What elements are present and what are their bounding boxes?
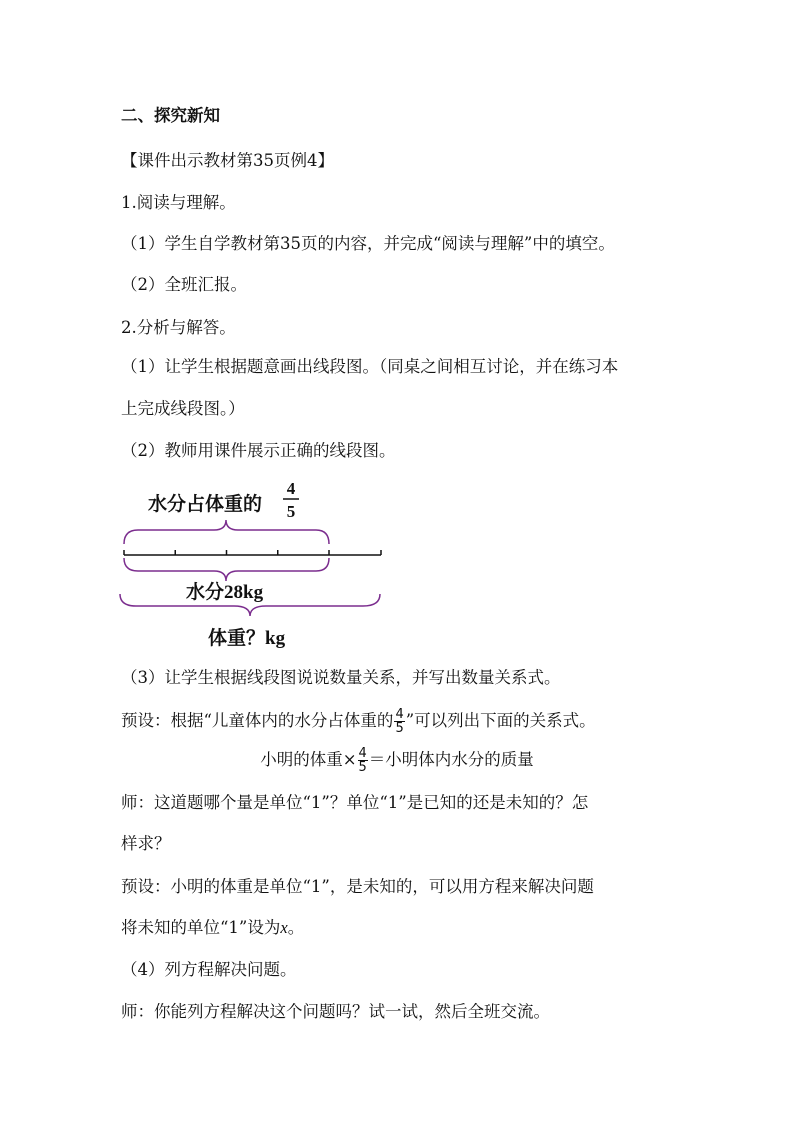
middle-label: 水分28kg [186,582,264,603]
preset1-fraction [394,708,404,735]
step2-item2: （2）教师用课件展示正确的线段图。 [121,441,396,460]
step4-teacher-question: 师：你能列方程解决这个问题吗？试一试，然后全班交流。 [121,1002,550,1021]
preset1-suffix: ”可以列出下面的关系式。 [405,711,596,730]
step3-item3: （3）让学生根据线段图说说数量关系，并写出数量关系式。 [121,668,561,687]
step4-item4: （4）列方程解决问题。 [121,960,297,979]
teacher-question-line1: 师：这道题哪个量是单位“1”？单位“1”是已知的还是未知的？怎 [121,793,589,812]
formula-fraction [358,747,368,774]
formula-left: 小明的体重× [260,750,357,769]
line-segment-diagram [110,472,400,652]
bottom-label: 体重？kg [208,628,286,649]
preset2-line1: 预设：小明的体重是单位“1”，是未知的，可以用方程来解决问题 [121,877,594,896]
teacher-question-line2: 样求？ [121,834,171,853]
top-label: 水分占体重的 [148,494,263,515]
formula-right: ＝小明体内水分的质量 [368,750,534,769]
preset2-line2 [121,918,304,938]
step2-item1-line1: （1）让学生根据题意画出线段图。（同桌之间相互讨论，并在练习本 [121,357,619,376]
preset1-frac-den: 5 [395,721,404,736]
middle-brace [124,558,329,581]
step1-title: 1.阅读与理解。 [121,193,236,212]
preset2-prefix: 将未知的单位“1”设为 [121,918,281,937]
courseware-note: 【课件出示教材第35页例4】 [121,151,334,170]
top-frac-num: 4 [286,479,296,498]
preset2-variable: x [280,918,288,937]
preset1-prefix: 预设：根据“儿童体内的水分占体重的 [121,711,394,730]
formula-frac-num: 4 [358,746,367,761]
formula-frac-den: 5 [358,760,367,775]
top-frac-den: 5 [286,502,296,521]
step2-item1-line2: 上完成线段图。） [121,399,245,418]
preset1-frac-num: 4 [395,707,404,722]
step1-item1: （1）学生自学教材第35页的内容，并完成“阅读与理解”中的填空。 [121,234,615,253]
preset1-line [121,708,596,735]
step1-item2: （2）全班汇报。 [121,275,247,294]
formula-line [121,746,673,774]
step2-title: 2.分析与解答。 [121,318,236,337]
top-brace [124,520,329,544]
section-heading: 二、探究新知 [121,106,220,125]
preset2-suffix: 。 [287,918,305,937]
